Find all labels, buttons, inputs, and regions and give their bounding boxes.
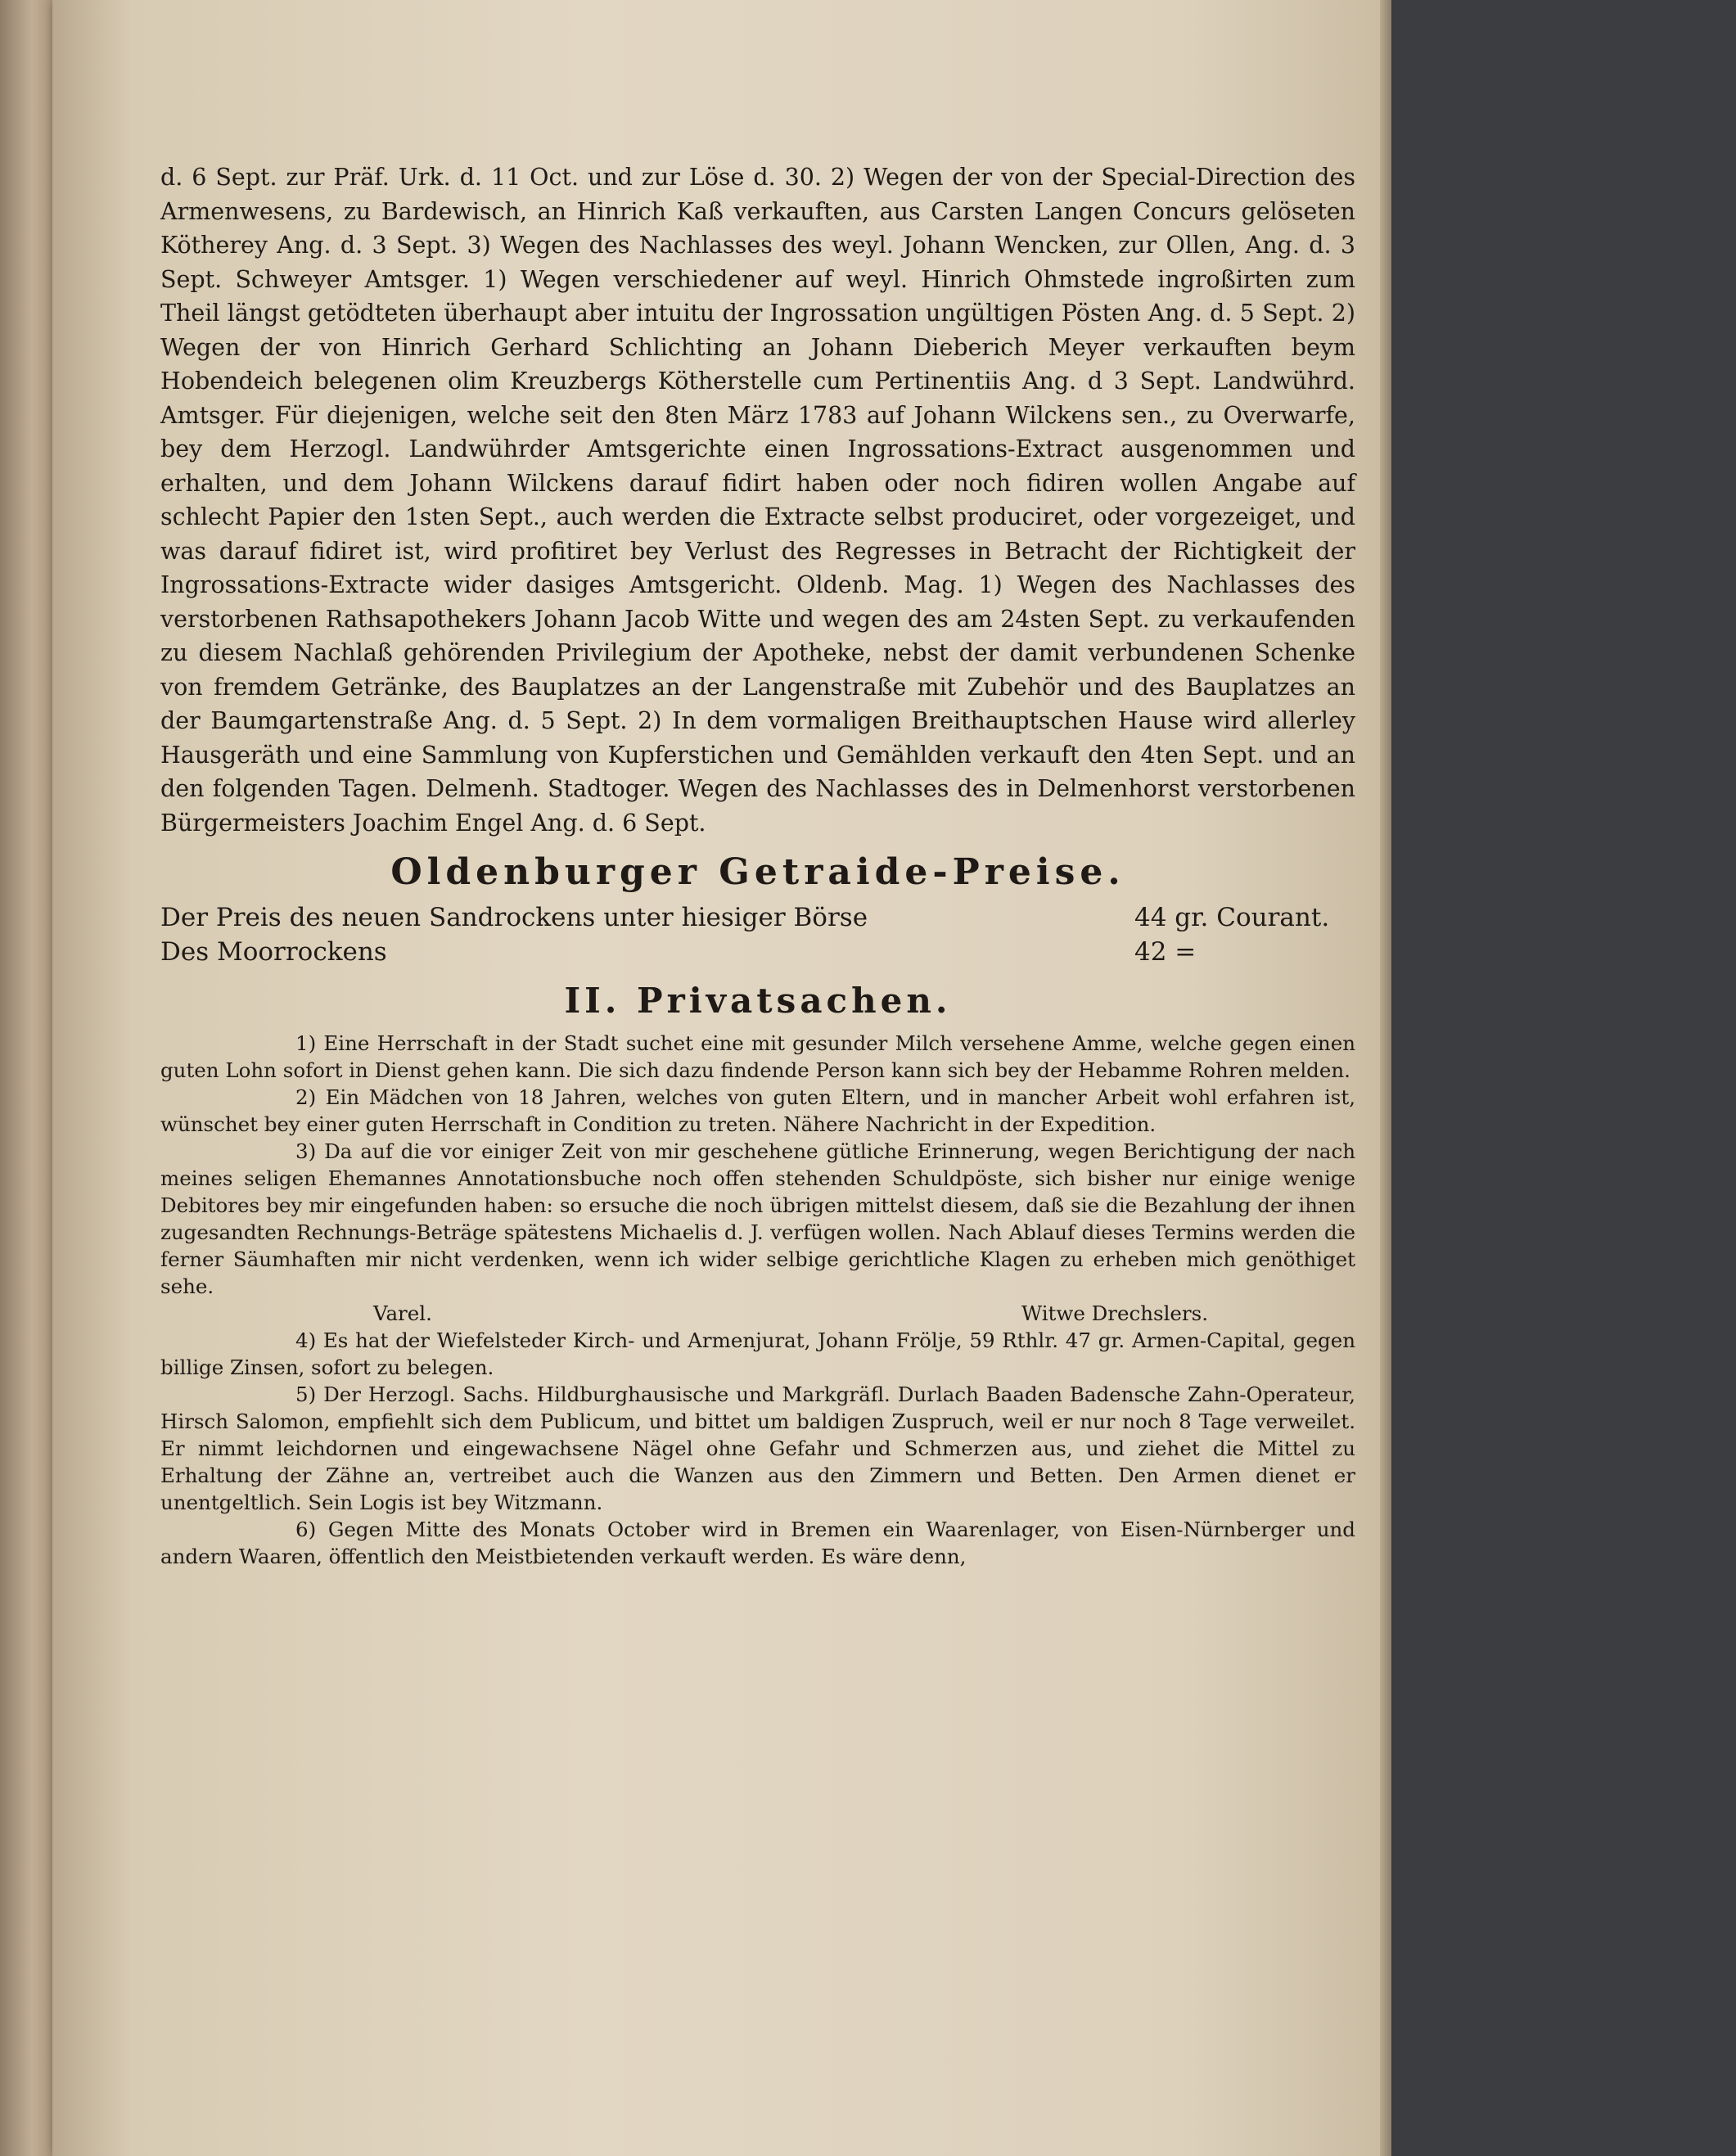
signature-name: Witwe Drechslers. xyxy=(1021,1301,1208,1325)
page-text xyxy=(160,160,1355,1570)
price-row xyxy=(160,935,1355,969)
price-amount: 42 = xyxy=(1134,937,1197,967)
previous-page-edge xyxy=(0,0,57,2156)
price-label: Des Moorrockens xyxy=(160,937,387,967)
signature-place: Varel. xyxy=(373,1301,432,1325)
notice-item: 6) Gegen Mitte des Monats October wird in Bremen ein Waarenlager, von Eisen-Nürnberger und andern Waaren, öffentlich den Meistbietenden verkauft werden. Es wäre denn, xyxy=(160,1518,1355,1568)
price-label: Der Preis des neuen Sandrockens unter hiesiger Börse xyxy=(160,903,868,932)
notice-item: 1) Eine Herrschaft in der Stadt suchet eine mit gesunder Milch versehene Amme, welche gegen einen guten Lohn sofort in Dienst gehen kann. Die sich dazu findende Person kann sich bey der Hebamme Rohren melden. xyxy=(160,1031,1355,1082)
notice-item: 2) Ein Mädchen von 18 Jahren, welches von guten Eltern, und in mancher Arbeit wohl erfahren ist, wünschet bey einer guten Herrschaft in Condition zu treten. Nähere Nachricht in der Expedition. xyxy=(160,1085,1355,1136)
notice-item: 5) Der Herzogl. Sachs. Hildburghausische und Markgräfl. Durlach Baaden Badensche Zahn-Operateur, Hirsch Salomon, empfiehlt sich dem Publicum, und bittet um baldigen Zuspruch, weil er nur noch 8 Tage verweilet. Er nimmt leichdornen und eingewachsene Nägel ohne Gefahr und Schmerzen aus, und ziehet die Mittel zu Erhaltung der Zähne an, vertreibet auch die Wanzen aus den Zimmern und Betten. Den Armen dienet er unentgeltlich. Sein Logis ist bey Witzmann. xyxy=(160,1382,1355,1514)
private-matters-list xyxy=(160,1030,1355,1570)
public-notices-paragraph: d. 6 Sept. zur Präf. Urk. d. 11 Oct. und zur Löse d. 30. 2) Wegen der von der Special-Direction des Armenwesens, zu Bardewisch, an Hinrich Kaß verkauften, aus Carsten Langen Concurs gelöseten Kötherey Ang. d. 3 Sept. 3) Wegen des Nachlasses des weyl. Johann Wencken, zur Ollen, Ang. d. 3 Sept. Schweyer Amtsger. 1) Wegen verschiedener auf weyl. Hinrich Ohmstede ingroßirten zum Theil längst getödteten überhaupt aber intuitu der Ingrossation ungültigen Pösten Ang. d. 5 Sept. 2) Wegen der von Hinrich Gerhard Schlichting an Johann Dieberich Meyer verkauften beym Hobendeich belegenen olim Kreuzbergs Kötherstelle cum Pertinentiis Ang. d 3 Sept. Landwührd. Amtsger. Für diejenigen, welche seit den 8ten März 1783 auf Johann Wilckens sen., zu Overwarfe, bey dem Herzogl. Landwührder Amtsgerichte einen Ingrossations-Extract ausgenommen und erhalten, und dem Johann Wilckens darauf fidirt haben oder noch fidiren wollen Angabe auf schlecht Papier den 1sten Sept., auch werden die Extracte selbst produciret, oder vorgezeiget, und was darauf fidiret ist, wird profitiret bey Verlust des Regresses in Betracht der Richtigkeit der Ingrossations-Extracte wider dasiges Amtsgericht. Oldenb. Mag. 1) Wegen des Nachlasses des verstorbenen Rathsapothekers Johann Jacob Witte und wegen des am 24sten Sept. zu verkaufenden zu diesem Nachlaß gehörenden Privilegium der Apotheke, nebst der damit verbundenen Schenke von fremdem Getränke, des Bauplatzes an der Langenstraße mit Zubehör und des Bauplatzes an der Baumgartenstraße Ang. d. 5 Sept. 2) In dem vormaligen Breithauptschen Hause wird allerley Hausgeräth und eine Sammlung von Kupferstichen und Gemählden verkauft den 4ten Sept. und an den folgenden Tagen. Delmenh. Stadtoger. Wegen des Nachlasses des in Delmenhorst verstorbenen Bürgermeisters Joachim Engel Ang. d. 6 Sept. xyxy=(160,164,1355,837)
page-edge-shadow xyxy=(1380,0,1391,2156)
price-amount: 44 gr. Courant. xyxy=(1134,903,1330,932)
price-row xyxy=(160,900,1355,935)
private-matters-heading: II. Privatsachen. xyxy=(564,981,952,1021)
grain-prices-heading: Oldenburger Getraide-Preise. xyxy=(390,851,1125,893)
notice-item: 4) Es hat der Wiefelsteder Kirch- und Armenjurat, Johann Frölje, 59 Rthlr. 47 gr. Armen-Capital, gegen billige Zinsen, sofort zu belegen. xyxy=(160,1328,1355,1379)
notice-signature xyxy=(160,1300,1355,1327)
notice-item: 3) Da auf die vor einiger Zeit von mir geschehene gütliche Erinnerung, wegen Berichtigung der nach meines seligen Ehemannes Annotationsbuche noch offen stehenden Schuldpöste, sich bisher nur einige wenige Debitores bey mir eingefunden haben: so ersuche die noch übrigen mittelst diesem, daß sie die Bezahlung der ihnen zugesandten Rechnungs-Beträge spätestens Michaelis d. J. verfügen wollen. Nach Ablauf dieses Termins werden die ferner Säumhaften mir nicht verdenken, wenn ich wider selbige gerichtliche Klagen zu erheben mich genöthiget sehe. xyxy=(160,1139,1355,1298)
